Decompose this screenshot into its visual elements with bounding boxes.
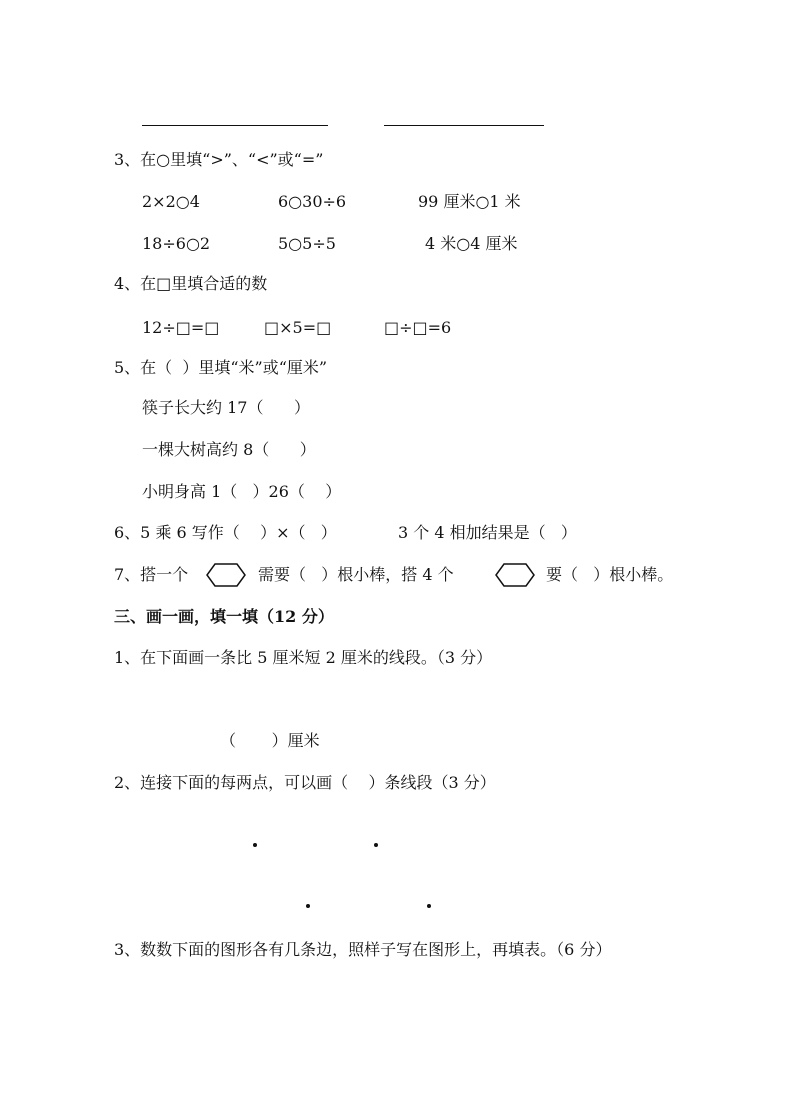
q5-title: 5、在（ ）里填“米”或“厘米”	[114, 358, 328, 377]
q3-item: 99 厘米○1 米	[418, 192, 521, 211]
point-dot	[374, 843, 378, 847]
q7-part-c: 要（ ）根小棒。	[546, 565, 674, 584]
point-dot	[253, 843, 257, 847]
q5-line: 筷子长大约 17（ ）	[142, 398, 310, 417]
p1-title: 1、在下面画一条比 5 厘米短 2 厘米的线段。（3 分）	[114, 648, 493, 667]
q3-item: 2×2○4	[142, 192, 200, 211]
q4-item: 12÷□=□	[142, 318, 220, 337]
q3-item: 6○30÷6	[278, 192, 347, 211]
answer-line-left	[142, 125, 328, 126]
p2-title: 2、连接下面的每两点，可以画（ ）条线段（3 分）	[114, 773, 496, 792]
hexagon-icon	[205, 562, 247, 588]
p1-answer: （ ）厘米	[220, 731, 320, 750]
q5-line: 一棵大树高约 8（ ）	[142, 440, 316, 459]
q7-part-b: 需要（ ）根小棒，搭 4 个	[258, 565, 454, 584]
q6-part-b: 3 个 4 相加结果是（ ）	[398, 523, 577, 542]
q6-part-a: 6、5 乘 6 写作（ ）×（ ）	[114, 523, 337, 542]
hexagon-icon	[494, 562, 536, 588]
q3-item: 18÷6○2	[142, 234, 211, 253]
q3-title: 3、在○里填“>”、“<”或“=”	[114, 150, 324, 169]
q7-part-a: 7、搭一个	[114, 565, 189, 584]
point-dot	[427, 904, 431, 908]
p3-title: 3、数数下面的图形各有几条边，照样子写在图形上，再填表。（6 分）	[114, 940, 612, 959]
answer-line-right	[384, 125, 544, 126]
q4-item: □÷□=6	[384, 318, 452, 337]
section-heading: 三、画一画，填一填（12 分）	[114, 607, 334, 626]
q4-item: □×5=□	[264, 318, 332, 337]
q3-item: 5○5÷5	[278, 234, 336, 253]
point-dot	[306, 904, 310, 908]
q3-item: 4 米○4 厘米	[425, 234, 518, 253]
q5-line: 小明身高 1（ ）26（ ）	[142, 482, 342, 501]
q4-title: 4、在□里填合适的数	[114, 274, 268, 293]
